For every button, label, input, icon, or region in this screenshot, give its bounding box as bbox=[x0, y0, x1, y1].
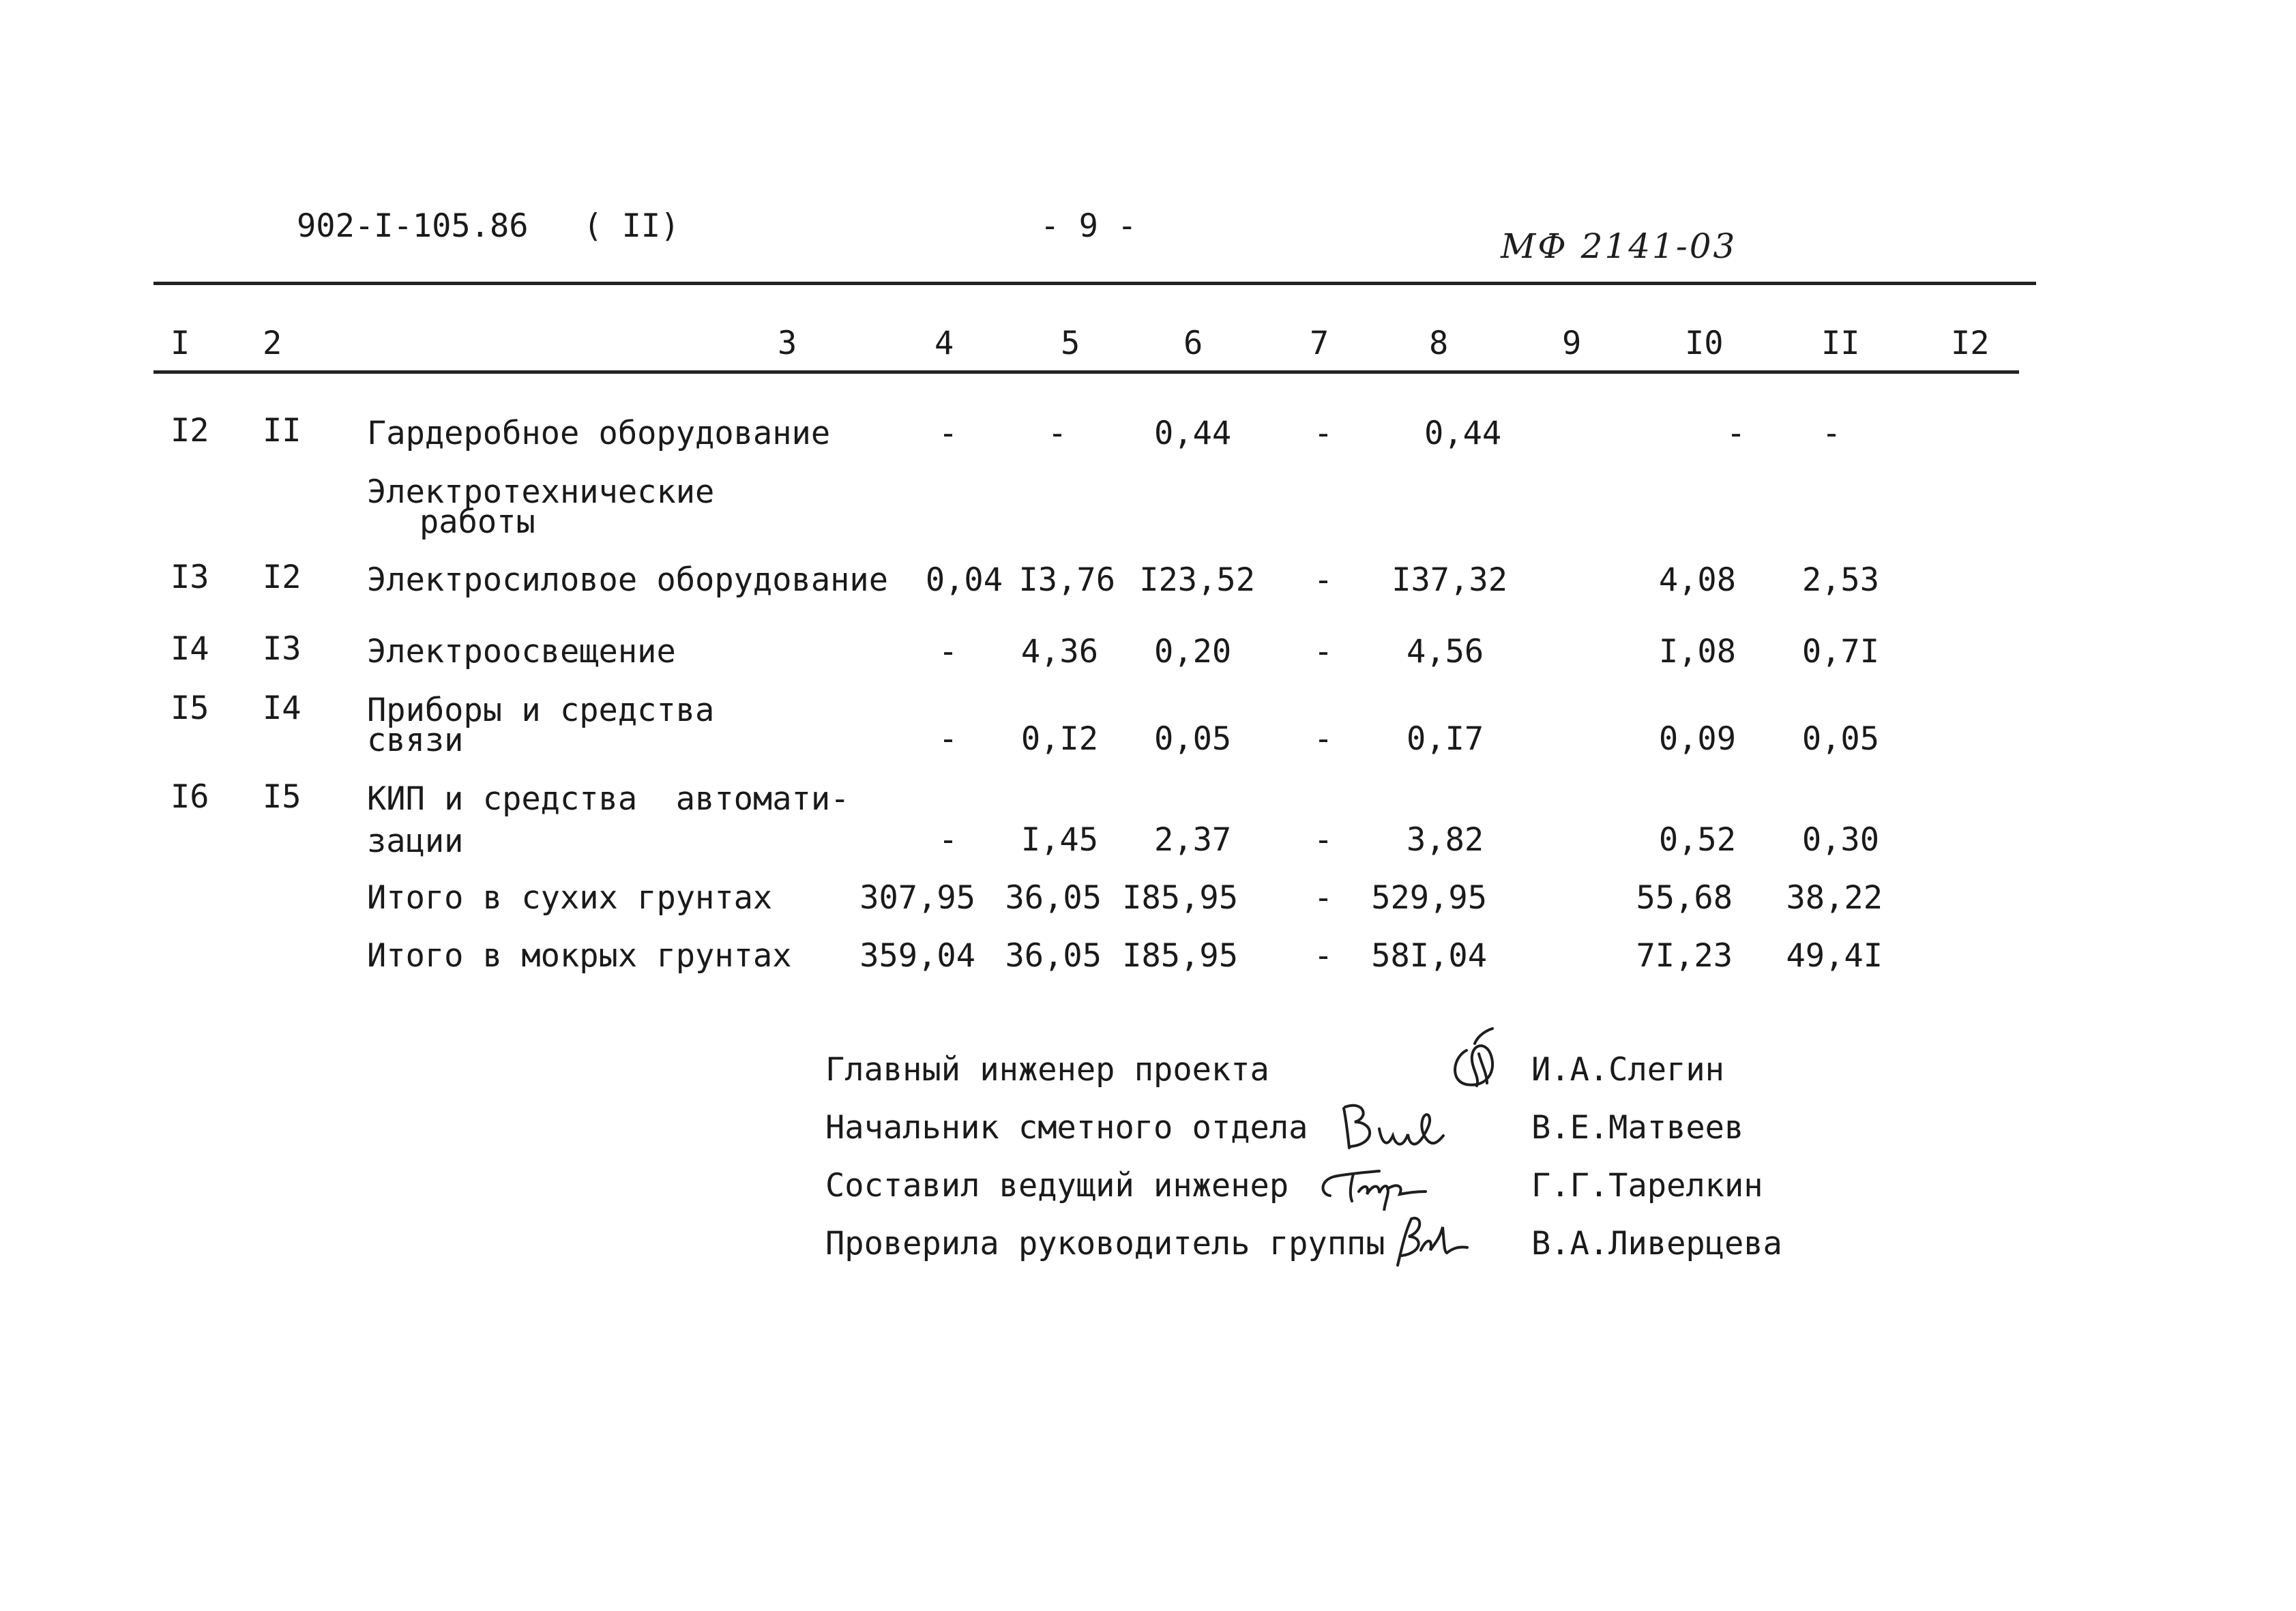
signatory-name: Г.Г.Тарелкин bbox=[1531, 1167, 1763, 1204]
col-num-10: I0 bbox=[1685, 325, 1724, 362]
col-num-1: I bbox=[171, 325, 190, 362]
handwritten-archive-code: МФ 2141-03 bbox=[1501, 226, 1737, 266]
cell-col10: 55,68 bbox=[1636, 879, 1733, 917]
item-number: II bbox=[263, 412, 301, 449]
col-num-11: II bbox=[1821, 325, 1860, 362]
cell-col4: - bbox=[938, 821, 958, 859]
col-num-8: 8 bbox=[1429, 325, 1449, 362]
cell-col6: I85,95 bbox=[1122, 879, 1238, 917]
col-num-12: I2 bbox=[1951, 325, 1990, 362]
cell-col10: 4,08 bbox=[1658, 561, 1736, 599]
item-number: I2 bbox=[263, 559, 301, 596]
cell-col11: 0,05 bbox=[1801, 720, 1879, 758]
cell-col8: 0,44 bbox=[1424, 415, 1502, 452]
row-number: I6 bbox=[171, 778, 209, 816]
cell-col10: 7I,23 bbox=[1636, 937, 1733, 975]
cell-col11: 0,30 bbox=[1801, 821, 1879, 859]
row-number: I3 bbox=[171, 559, 209, 596]
cell-col7: - bbox=[1313, 415, 1334, 452]
cell-col5: 36,05 bbox=[1005, 879, 1102, 917]
document-code: 902-I-105.86 bbox=[297, 207, 529, 245]
signatory-role: Проверила руководитель группы bbox=[825, 1225, 1385, 1262]
cell-col5: - bbox=[1047, 415, 1068, 452]
item-number: I3 bbox=[263, 630, 301, 668]
cell-col10: I,08 bbox=[1658, 633, 1736, 670]
cell-col5: I3,76 bbox=[1018, 561, 1115, 599]
cell-col11: 0,7I bbox=[1801, 633, 1879, 670]
cell-col5: I,45 bbox=[1020, 821, 1098, 859]
col-num-2: 2 bbox=[263, 325, 282, 362]
cell-col8: 58I,04 bbox=[1371, 937, 1487, 975]
page-number: - 9 - bbox=[1040, 207, 1137, 245]
cell-col6: 0,05 bbox=[1154, 720, 1232, 758]
item-name-line1: Электротехнические bbox=[367, 473, 715, 511]
row-number: I4 bbox=[171, 630, 209, 668]
total-label: Итого в сухих грунтах bbox=[367, 879, 773, 917]
col-num-4: 4 bbox=[934, 325, 954, 362]
cell-col7: - bbox=[1313, 879, 1334, 917]
cell-col4: - bbox=[938, 720, 958, 758]
cell-col4: 307,95 bbox=[859, 879, 975, 917]
cell-col7: - bbox=[1313, 821, 1334, 859]
cell-col6: 0,44 bbox=[1154, 415, 1232, 452]
signatory-name: В.Е.Матвеев bbox=[1531, 1109, 1744, 1147]
signatory-name: В.А.Ливерцева bbox=[1531, 1225, 1782, 1262]
cell-col6: 0,20 bbox=[1154, 633, 1232, 670]
cell-col10: - bbox=[1726, 415, 1746, 452]
signatory-role: Начальник сметного отдела bbox=[825, 1109, 1308, 1147]
column-header-rule bbox=[153, 370, 2019, 374]
cell-col4: 359,04 bbox=[859, 937, 975, 975]
col-num-6: 6 bbox=[1183, 325, 1203, 362]
cell-col6: I23,52 bbox=[1139, 561, 1255, 599]
section-number: ( II) bbox=[583, 207, 680, 245]
item-name-line2: работы bbox=[420, 503, 535, 541]
col-num-5: 5 bbox=[1061, 325, 1080, 362]
item-name: Гардеробное оборудование bbox=[367, 415, 831, 452]
cell-col10: 0,09 bbox=[1658, 720, 1736, 758]
col-num-3: 3 bbox=[778, 325, 797, 362]
cell-col8: 4,56 bbox=[1407, 633, 1484, 670]
col-num-7: 7 bbox=[1310, 325, 1329, 362]
item-name-line2: зации bbox=[367, 823, 464, 860]
cell-col4: 0,04 bbox=[925, 561, 1003, 599]
cell-col6: I85,95 bbox=[1122, 937, 1238, 975]
cell-col11: - bbox=[1821, 415, 1842, 452]
cell-col11: 38,22 bbox=[1786, 879, 1883, 917]
cell-col11: 2,53 bbox=[1801, 561, 1879, 599]
cell-col7: - bbox=[1313, 720, 1334, 758]
cell-col6: 2,37 bbox=[1154, 821, 1232, 859]
header-rule bbox=[153, 282, 2036, 285]
signatory-role: Главный инженер проекта bbox=[825, 1051, 1269, 1089]
cell-col7: - bbox=[1313, 633, 1334, 670]
cell-col10: 0,52 bbox=[1658, 821, 1736, 859]
cell-col8: 0,I7 bbox=[1407, 720, 1484, 758]
item-number: I4 bbox=[263, 690, 301, 727]
cell-col8: I37,32 bbox=[1392, 561, 1507, 599]
item-name-line2: связи bbox=[367, 722, 464, 759]
cell-col4: - bbox=[938, 415, 958, 452]
col-num-9: 9 bbox=[1562, 325, 1582, 362]
item-name: Электросиловое оборудование bbox=[367, 561, 889, 599]
item-name-line1: КИП и средства автомати- bbox=[367, 780, 850, 818]
cell-col5: 4,36 bbox=[1020, 633, 1098, 670]
cell-col11: 49,4I bbox=[1786, 937, 1883, 975]
signatory-name: И.А.Слегин bbox=[1531, 1051, 1724, 1089]
cell-col7: - bbox=[1313, 937, 1334, 975]
item-number: I5 bbox=[263, 778, 301, 816]
signatory-role: Составил ведущий инженер bbox=[825, 1167, 1289, 1204]
row-number: I5 bbox=[171, 690, 209, 727]
cell-col7: - bbox=[1313, 561, 1334, 599]
total-label: Итого в мокрых грунтах bbox=[367, 937, 792, 975]
row-number: I2 bbox=[171, 412, 209, 449]
handwritten-signature bbox=[1316, 1156, 1432, 1211]
cell-col5: 36,05 bbox=[1005, 937, 1102, 975]
cell-col4: - bbox=[938, 633, 958, 670]
handwritten-signature bbox=[1381, 1211, 1470, 1272]
cell-col8: 3,82 bbox=[1407, 821, 1484, 859]
item-name-line1: Приборы и средства bbox=[367, 692, 715, 729]
item-name: Электроосвещение bbox=[367, 633, 676, 670]
cell-col8: 529,95 bbox=[1371, 879, 1487, 917]
handwritten-signature bbox=[1337, 1095, 1453, 1159]
handwritten-signature bbox=[1439, 1023, 1514, 1098]
cell-col5: 0,I2 bbox=[1020, 720, 1098, 758]
